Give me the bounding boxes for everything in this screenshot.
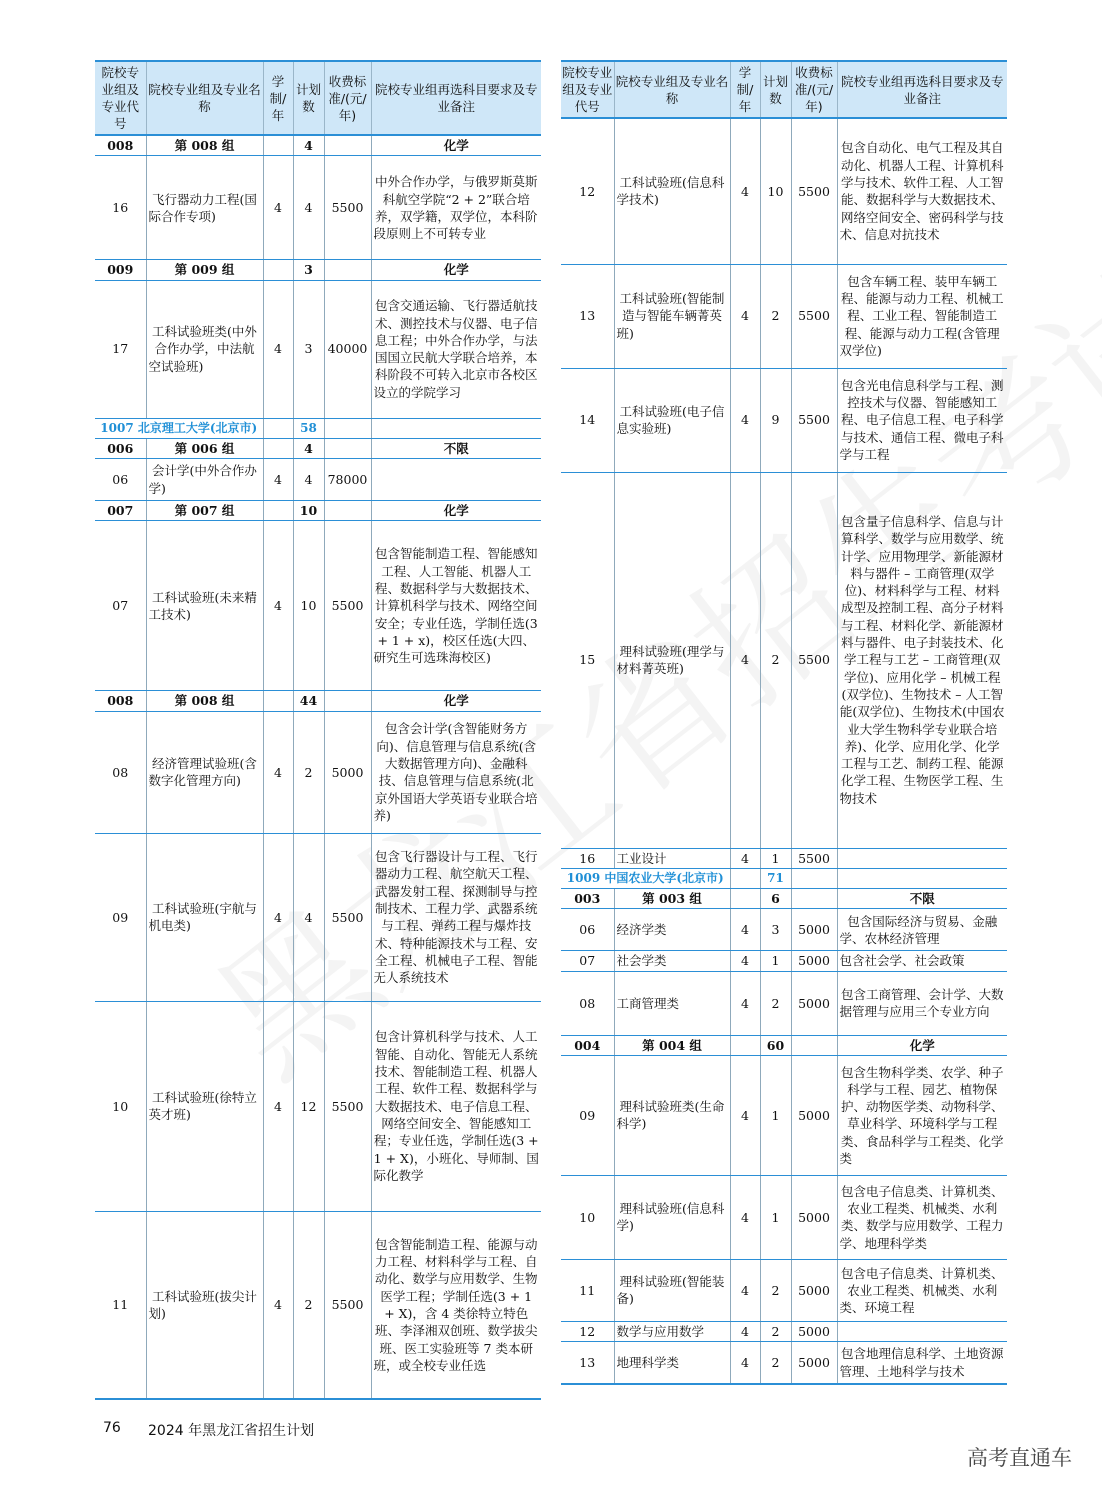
major-row <box>561 472 1007 848</box>
major-years: 4 <box>263 521 293 691</box>
major-note: 包含智能制造工程、能源与动力工程、材料科学与工程、自动化、数学与应用数学、生物医学工程；学制任选(3 + 1 + X)，含 4 类徐特立特色班、李泽湘双创班、数学拔尖班、医工实验班等 7 类本研班，或全校专业任选 <box>371 1211 541 1399</box>
group-subject: 化学 <box>371 691 541 711</box>
group-plan: 4 <box>293 135 324 156</box>
group-years <box>263 501 293 521</box>
school-years <box>730 868 760 888</box>
major-fee: 5500 <box>791 848 837 868</box>
major-row <box>561 971 1007 1035</box>
group-code: 004 <box>561 1035 614 1055</box>
major-fee: 5000 <box>791 1055 837 1175</box>
major-name: 理科试验班类(生命科学) <box>614 1055 730 1175</box>
table-header <box>561 61 1007 118</box>
group-name: 第 004 组 <box>614 1035 730 1055</box>
major-years: 4 <box>730 848 760 868</box>
major-plan: 4 <box>293 459 324 501</box>
major-code: 06 <box>95 459 146 501</box>
major-code: 07 <box>561 951 614 971</box>
major-name: 工业设计 <box>614 848 730 868</box>
major-code: 08 <box>95 711 146 833</box>
header-name: 院校专业组及专业名称 <box>614 61 730 118</box>
group-row <box>561 889 1007 909</box>
group-row <box>95 501 541 521</box>
group-row <box>95 691 541 711</box>
major-code: 10 <box>561 1175 614 1259</box>
major-code: 09 <box>95 833 146 1001</box>
group-fee <box>324 501 371 521</box>
group-subject: 化学 <box>371 260 541 280</box>
major-fee: 5500 <box>324 833 371 1001</box>
major-plan: 4 <box>293 833 324 1001</box>
major-note: 包含地理信息科学、土地资源管理、土地科学与技术 <box>837 1342 1007 1384</box>
group-fee <box>324 438 371 458</box>
major-years: 4 <box>730 1055 760 1175</box>
major-plan: 10 <box>760 118 791 264</box>
major-years: 4 <box>730 909 760 951</box>
group-years <box>263 438 293 458</box>
major-years: 4 <box>263 156 293 260</box>
major-row <box>95 711 541 833</box>
major-code: 11 <box>561 1259 614 1321</box>
group-code: 008 <box>95 135 146 156</box>
major-row <box>561 1175 1007 1259</box>
major-name: 社会学类 <box>614 951 730 971</box>
major-plan: 2 <box>760 1342 791 1384</box>
major-code: 12 <box>561 1321 614 1341</box>
school-years <box>263 418 293 438</box>
major-code: 13 <box>561 1342 614 1384</box>
major-years: 4 <box>730 951 760 971</box>
group-subject: 化学 <box>371 501 541 521</box>
major-row <box>95 833 541 1001</box>
major-note: 包含飞行器设计与工程、飞行器动力工程、航空航天工程、武器发射工程、探测制导与控制技术、工程力学、武器系统与工程、弹药工程与爆炸技术、特种能源技术与工程、安全工程、机械电子工程、智能无人系统技术 <box>371 833 541 1001</box>
major-fee: 5000 <box>791 1321 837 1341</box>
major-years: 4 <box>730 1321 760 1341</box>
major-code: 15 <box>561 472 614 848</box>
major-row <box>561 118 1007 264</box>
group-plan: 6 <box>760 889 791 909</box>
group-name: 第 007 组 <box>146 501 263 521</box>
major-fee: 5000 <box>791 951 837 971</box>
major-row <box>561 1055 1007 1175</box>
major-plan: 1 <box>760 1055 791 1175</box>
school-note <box>837 868 1007 888</box>
right-table-body <box>561 118 1007 1384</box>
major-note: 包含光电信息科学与工程、测控技术与仪器、智能感知工程、电子信息工程、电子科学与技术、通信工程、微电子科学与工程 <box>837 368 1007 472</box>
major-code: 16 <box>95 156 146 260</box>
major-years: 4 <box>730 971 760 1035</box>
major-note: 包含车辆工程、装甲车辆工程、能源与动力工程、机械工程、工业工程、智能制造工程、能源与动力工程(含管理双学位) <box>837 264 1007 368</box>
major-code: 07 <box>95 521 146 691</box>
major-code: 11 <box>95 1211 146 1399</box>
group-subject: 化学 <box>371 135 541 156</box>
major-plan: 3 <box>760 909 791 951</box>
major-years: 4 <box>730 472 760 848</box>
major-note: 包含工商管理、会计学、大数据管理与应用三个专业方向 <box>837 971 1007 1035</box>
major-note: 包含计算机科学与技术、人工智能、自动化、智能无人系统技术、智能制造工程、机器人工程、软件工程、数据科学与大数据技术、电子信息工程、网络空间安全、智能感知工程；专业任选，学制任选(3 + 1 + X)，小班化、导师制、国际化教学 <box>371 1001 541 1211</box>
major-row <box>561 951 1007 971</box>
school-row <box>95 418 541 438</box>
major-plan: 1 <box>760 848 791 868</box>
major-name: 飞行器动力工程(国际合作专项) <box>146 156 263 260</box>
page-number: 76 <box>103 1420 121 1436</box>
group-name: 第 003 组 <box>614 889 730 909</box>
group-row <box>95 135 541 156</box>
school-fee <box>324 418 371 438</box>
header-note: 院校专业组再选科目要求及专业备注 <box>371 61 541 135</box>
brand-label: 高考直通车 <box>967 1446 1072 1470</box>
major-name: 工科试验班(宇航与机电类) <box>146 833 263 1001</box>
major-years: 4 <box>263 459 293 501</box>
major-name: 理科试验班(智能装备) <box>614 1259 730 1321</box>
header-years: 学制/年 <box>730 61 760 118</box>
major-row <box>561 848 1007 868</box>
group-name: 第 009 组 <box>146 260 263 280</box>
major-fee: 5000 <box>791 1175 837 1259</box>
major-code: 09 <box>561 1055 614 1175</box>
header-years: 学制/年 <box>263 61 293 135</box>
group-years <box>263 135 293 156</box>
major-years: 4 <box>263 280 293 418</box>
group-subject: 化学 <box>837 1035 1007 1055</box>
school-fee <box>791 868 837 888</box>
group-plan: 3 <box>293 260 324 280</box>
major-years: 4 <box>730 1259 760 1321</box>
left-plan-table <box>95 60 541 1400</box>
major-code: 12 <box>561 118 614 264</box>
school-name: 1009 中国农业大学(北京市) <box>561 868 730 888</box>
major-code: 17 <box>95 280 146 418</box>
major-plan: 2 <box>293 711 324 833</box>
major-name: 工科试验班类(中外合作办学，中法航空试验班) <box>146 280 263 418</box>
major-name: 工科试验班(徐特立英才班) <box>146 1001 263 1211</box>
major-fee: 5000 <box>791 909 837 951</box>
major-name: 工科试验班(智能制造与智能车辆菁英班) <box>614 264 730 368</box>
major-note <box>837 1321 1007 1341</box>
school-row <box>561 868 1007 888</box>
group-name: 第 006 组 <box>146 438 263 458</box>
major-fee: 5500 <box>324 156 371 260</box>
major-row <box>561 1259 1007 1321</box>
major-years: 4 <box>730 1342 760 1384</box>
group-code: 009 <box>95 260 146 280</box>
major-row <box>95 521 541 691</box>
table-header <box>95 61 541 135</box>
group-name: 第 008 组 <box>146 135 263 156</box>
major-name: 理科试验班(理学与材料菁英班) <box>614 472 730 848</box>
major-code: 10 <box>95 1001 146 1211</box>
group-name: 第 008 组 <box>146 691 263 711</box>
major-row <box>95 156 541 260</box>
major-note: 包含交通运输、飞行器适航技术、测控技术与仪器、电子信息工程；中外合作办学，与法国国立民航大学联合培养，本科阶段不可转入北京市各校区设立的学院学习 <box>371 280 541 418</box>
major-plan: 10 <box>293 521 324 691</box>
major-name: 会计学(中外合作办学) <box>146 459 263 501</box>
major-row <box>95 280 541 418</box>
group-plan: 10 <box>293 501 324 521</box>
major-name: 工科试验班(拔尖计划) <box>146 1211 263 1399</box>
major-note: 包含电子信息类、计算机类、农业工程类、机械类、水利类、环境工程 <box>837 1259 1007 1321</box>
major-name: 经济管理试验班(含数字化管理方向) <box>146 711 263 833</box>
major-years: 4 <box>730 1175 760 1259</box>
major-name: 工科试验班(未来精工技术) <box>146 521 263 691</box>
major-fee: 78000 <box>324 459 371 501</box>
group-fee <box>324 260 371 280</box>
major-name: 理科试验班(信息科学) <box>614 1175 730 1259</box>
major-row <box>561 368 1007 472</box>
major-name: 地理科学类 <box>614 1342 730 1384</box>
major-plan: 12 <box>293 1001 324 1211</box>
major-code: 08 <box>561 971 614 1035</box>
major-plan: 2 <box>293 1211 324 1399</box>
major-plan: 2 <box>760 472 791 848</box>
school-plan: 71 <box>760 868 791 888</box>
group-fee <box>324 691 371 711</box>
major-plan: 2 <box>760 1259 791 1321</box>
major-note: 包含量子信息科学、信息与计算科学、数学与应用数学、统计学、应用物理学、新能源材料与器件 – 工商管理(双学位)、材料科学与工程、材料成型及控制工程、高分子材料与工程、材料化学、新能源材料与器件、电子封装技术、化学工程与工艺 – 工商管理(双学位)、应用化学 – 机械工程(双学位)、生物技术 – 人工智能(双学位)、生物技术(中国农业大学生物科学专业联合培养)、化学、应用化学、化学工程与工艺、制药工程、能源化学工程、生物医学工程、生物技术 <box>837 472 1007 848</box>
major-code: 16 <box>561 848 614 868</box>
header-code: 院校专业组及专业代号 <box>95 61 146 135</box>
header-fee: 收费标准/(元/年) <box>324 61 371 135</box>
group-row <box>561 1035 1007 1055</box>
major-fee: 5000 <box>791 971 837 1035</box>
major-row <box>561 909 1007 951</box>
group-years <box>730 1035 760 1055</box>
group-code: 008 <box>95 691 146 711</box>
major-code: 14 <box>561 368 614 472</box>
major-fee: 5500 <box>791 264 837 368</box>
header-plan: 计划数 <box>760 61 791 118</box>
major-plan: 2 <box>760 264 791 368</box>
major-years: 4 <box>263 833 293 1001</box>
group-row <box>95 438 541 458</box>
major-years: 4 <box>263 711 293 833</box>
major-code: 06 <box>561 909 614 951</box>
major-years: 4 <box>730 368 760 472</box>
major-fee: 5000 <box>324 711 371 833</box>
major-fee: 5000 <box>791 1342 837 1384</box>
group-code: 007 <box>95 501 146 521</box>
group-plan: 44 <box>293 691 324 711</box>
group-fee <box>324 135 371 156</box>
group-subject: 不限 <box>837 889 1007 909</box>
major-fee: 5500 <box>324 1001 371 1211</box>
major-years: 4 <box>263 1211 293 1399</box>
school-name: 1007 北京理工大学(北京市) <box>95 418 263 438</box>
major-row <box>561 264 1007 368</box>
school-note <box>371 418 541 438</box>
major-plan: 1 <box>760 1175 791 1259</box>
header-fee: 收费标准/(元/年) <box>791 61 837 118</box>
group-row <box>95 260 541 280</box>
major-fee: 5500 <box>324 521 371 691</box>
major-note: 包含国际经济与贸易、金融学、农林经济管理 <box>837 909 1007 951</box>
major-note: 包含会计学(含智能财务方向)、信息管理与信息系统(含大数据管理方向)、金融科技、信息管理与信息系统(北京外国语大学英语专业联合培养) <box>371 711 541 833</box>
header-plan: 计划数 <box>293 61 324 135</box>
major-row <box>95 1211 541 1399</box>
major-years: 4 <box>263 1001 293 1211</box>
major-plan: 9 <box>760 368 791 472</box>
group-code: 006 <box>95 438 146 458</box>
major-note: 包含自动化、电气工程及其自动化、机器人工程、计算机科学与技术、软件工程、人工智能、数据科学与大数据技术、网络空间安全、密码科学与技术、信息对抗技术 <box>837 118 1007 264</box>
left-table-body <box>95 135 541 1399</box>
major-name: 经济学类 <box>614 909 730 951</box>
major-note: 包含智能制造工程、智能感知工程、人工智能、机器人工程、数据科学与大数据技术、计算机科学与技术、网络空间安全；专业任选，学制任选(3 + 1 + x)，校区任选(大四、研究生可选珠海校区) <box>371 521 541 691</box>
major-plan: 4 <box>293 156 324 260</box>
header-note: 院校专业组再选科目要求及专业备注 <box>837 61 1007 118</box>
major-plan: 2 <box>760 1321 791 1341</box>
school-plan: 58 <box>293 418 324 438</box>
major-fee: 5500 <box>324 1211 371 1399</box>
major-plan: 1 <box>760 951 791 971</box>
right-plan-table <box>561 60 1007 1385</box>
group-plan: 60 <box>760 1035 791 1055</box>
major-name: 工商管理类 <box>614 971 730 1035</box>
major-note: 包含生物科学类、农学、种子科学与工程、园艺、植物保护、动物医学类、动物科学、草业科学、环境科学与工程类、食品科学与工程类、化学类 <box>837 1055 1007 1175</box>
major-row <box>561 1321 1007 1341</box>
group-subject: 不限 <box>371 438 541 458</box>
major-name: 工科试验班(电子信息实验班) <box>614 368 730 472</box>
group-plan: 4 <box>293 438 324 458</box>
major-name: 数学与应用数学 <box>614 1321 730 1341</box>
major-plan: 2 <box>760 971 791 1035</box>
major-fee: 5000 <box>791 1259 837 1321</box>
major-fee: 5500 <box>791 368 837 472</box>
major-note: 包含电子信息类、计算机类、农业工程类、机械类、水利类、数学与应用数学、工程力学、地理科学类 <box>837 1175 1007 1259</box>
major-fee: 40000 <box>324 280 371 418</box>
header-code: 院校专业组及专业代号 <box>561 61 614 118</box>
major-name: 工科试验班(信息科学技术) <box>614 118 730 264</box>
major-note <box>371 459 541 501</box>
major-row <box>561 1342 1007 1384</box>
major-note: 包含社会学、社会政策 <box>837 951 1007 971</box>
major-code: 13 <box>561 264 614 368</box>
group-years <box>730 889 760 909</box>
major-note <box>837 848 1007 868</box>
group-fee <box>791 889 837 909</box>
major-years: 4 <box>730 264 760 368</box>
major-row <box>95 459 541 501</box>
group-fee <box>791 1035 837 1055</box>
major-years: 4 <box>730 118 760 264</box>
group-years <box>263 691 293 711</box>
footer-title: 2024 年黑龙江省招生计划 <box>148 1423 315 1439</box>
major-fee: 5500 <box>791 472 837 848</box>
group-code: 003 <box>561 889 614 909</box>
group-years <box>263 260 293 280</box>
major-fee: 5500 <box>791 118 837 264</box>
major-note: 中外合作办学，与俄罗斯莫斯科航空学院“2 + 2”联合培养，双学籍，双学位，本科阶段原则上不可转专业 <box>371 156 541 260</box>
major-plan: 3 <box>293 280 324 418</box>
header-name: 院校专业组及专业名称 <box>146 61 263 135</box>
major-row <box>95 1001 541 1211</box>
